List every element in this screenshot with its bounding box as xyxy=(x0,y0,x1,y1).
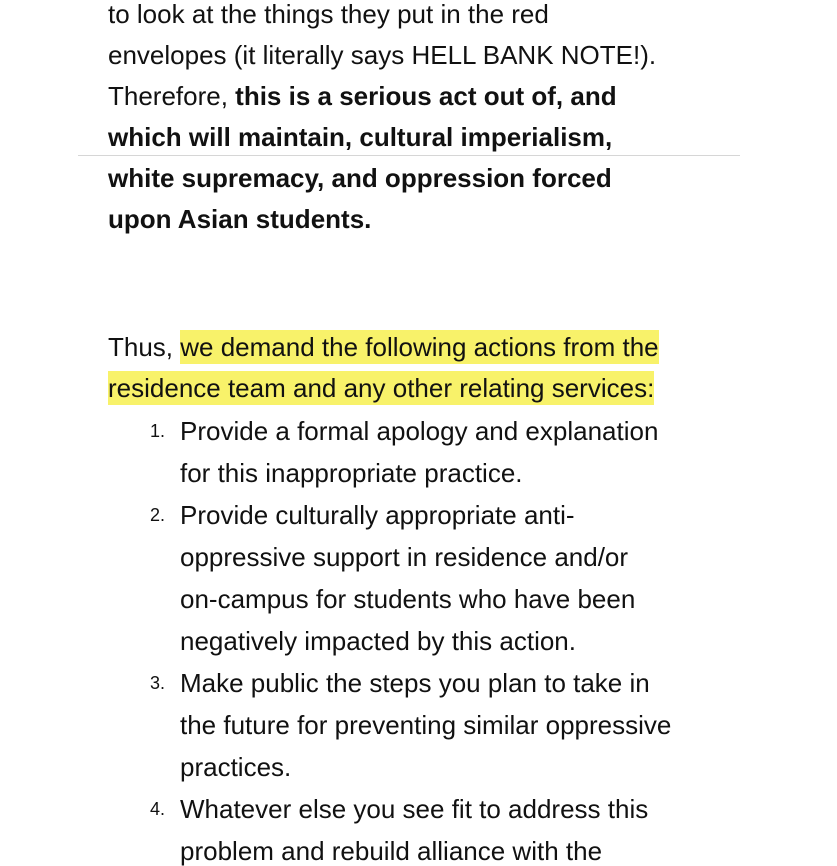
demand-line-2 xyxy=(108,368,748,409)
demand-item-line: Whatever else you see fit to address this xyxy=(180,794,649,824)
demand-item-line: the future for preventing similar oppressive xyxy=(180,710,672,740)
intro-line-2: envelopes (it literally says HELL BANK NOTE!). xyxy=(108,40,657,70)
demand-item-line: Provide culturally appropriate anti- xyxy=(180,500,575,530)
demand-item-4 xyxy=(150,788,770,866)
demand-item-1 xyxy=(150,410,770,494)
demand-item-line: Make public the steps you plan to take in xyxy=(180,668,650,698)
intro-line-3-plain: Therefore, xyxy=(108,81,236,111)
demand-item-3 xyxy=(150,662,770,788)
demands-list xyxy=(150,410,770,866)
highlighted-text: we demand the following actions from the xyxy=(180,332,659,362)
intro-line-3-bold: this is a serious act out of, and xyxy=(235,81,617,111)
intro-line-5: white supremacy, and oppression forced xyxy=(108,163,612,193)
list-number: 3. xyxy=(150,673,166,693)
intro-paragraph xyxy=(108,0,748,240)
demand-item-line: for this inappropriate practice. xyxy=(180,458,523,488)
list-number: 2. xyxy=(150,505,166,525)
demand-item-line: on-campus for students who have been xyxy=(180,584,636,614)
intro-line-6: upon Asian students. xyxy=(108,204,372,234)
list-number: 1. xyxy=(150,421,166,441)
demand-item-line: oppressive support in residence and/or xyxy=(180,542,629,572)
intro-line-3 xyxy=(108,76,748,117)
intro-line-1: to look at the things they put in the red xyxy=(108,0,549,29)
demand-item-2 xyxy=(150,494,770,662)
demand-paragraph xyxy=(108,327,748,409)
demand-line-1 xyxy=(108,327,748,368)
highlighted-text: residence team and any other relating services: xyxy=(108,373,655,403)
demand-item-line: Provide a formal apology and explanation xyxy=(180,416,659,446)
list-number: 4. xyxy=(150,799,166,819)
demand-item-line: problem and rebuild alliance with the xyxy=(180,836,603,866)
demand-item-line: practices. xyxy=(180,752,292,782)
demand-item-line: negatively impacted by this action. xyxy=(180,626,576,656)
intro-line-4: which will maintain, cultural imperialism, xyxy=(108,122,613,152)
demand-prefix: Thus, xyxy=(108,332,181,362)
